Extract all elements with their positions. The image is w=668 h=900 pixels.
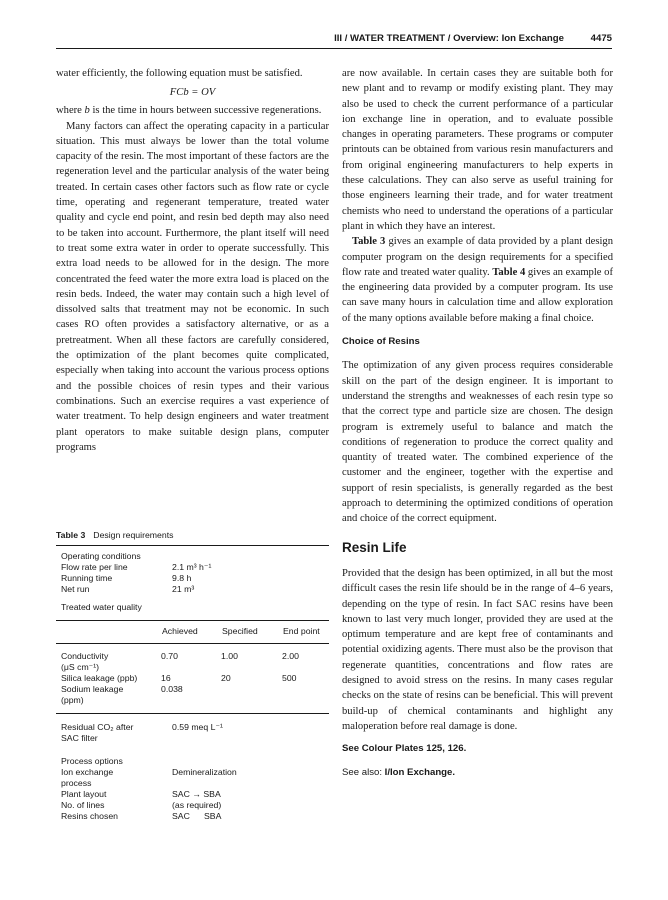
- see-also: [342, 765, 613, 780]
- row-label-resins: Resins chosen: [61, 811, 118, 821]
- see-also-label: See also:: [342, 767, 385, 779]
- row-label-running-time: Running time: [61, 573, 113, 583]
- cell-silica-specified: 20: [221, 673, 231, 683]
- table-title: Design requirements: [93, 530, 174, 540]
- row-label-conductivity: Conductivity: [61, 651, 109, 661]
- cell-ion-exchange: Demineralization: [172, 767, 237, 777]
- page-number: 4475: [590, 33, 612, 44]
- paragraph-optimization: The optimization of any given process requires considerable skill on the part of the design engineer. It is important to understand the strengths and weaknesses of each resin type so that the correct type and particle size are chosen. The design program is extremely useful to balance and match the conditions of regeneration to produce the correct quality and quantity of treated water. The combined experience of the customer and the engineer, together with the expertise and support of resin specialists, is generally regarded as the best approach to determining the optimized conditions of operation and choice of the correct equipment.: [342, 360, 613, 525]
- row-label-sac-filter: SAC filter: [61, 733, 98, 743]
- cell-net-run: 21 m³: [172, 584, 195, 594]
- section-operating-conditions: Operating conditions: [61, 551, 141, 561]
- left-column: [56, 66, 329, 455]
- cell-running-time: 9.8 h: [172, 573, 192, 583]
- tables-text-a: gives an example of data provided by a plant design computer program on the design requirements for a specified flow rate and treated water quality.: [342, 236, 613, 278]
- cell-residual-co2: 0.59 meq L⁻¹: [172, 722, 223, 732]
- where-text: where: [56, 105, 85, 117]
- see-colour-plates[interactable]: See Colour Plates 125, 126.: [342, 743, 467, 755]
- row-unit-conductivity: (μS cm⁻¹): [61, 662, 100, 672]
- see-also-link[interactable]: I/Ion Exchange.: [384, 767, 456, 779]
- cell-conductivity-specified: 1.00: [221, 651, 238, 661]
- row-label-flow-rate: Flow rate per line: [61, 562, 128, 572]
- cell-plant-layout: SAC → SBA: [172, 789, 221, 799]
- right-column: [342, 66, 613, 781]
- paragraph-where: [56, 103, 329, 118]
- row-unit-sodium: (ppm): [61, 695, 84, 705]
- table-rule: [56, 713, 329, 714]
- row-label-plant-layout: Plant layout: [61, 789, 107, 799]
- table-rule: [56, 643, 329, 644]
- row-label-net-run: Net run: [61, 584, 90, 594]
- where-text-end: is the time in hours between successive regenerations.: [89, 105, 322, 117]
- row-label-silica: Silica leakage (ppb): [61, 673, 138, 683]
- paragraph-factors: Many factors can affect the operating capacity in a particular situation. This must always be lower than the total volume capacity of the resin. The most important of these factors are the regeneration level and the particular analysis of the water being treated. In certain cases other factors such as flow rate or cycle time, operating and regenerant temperature, treated water quality and cycle end point, and resin bed depth may also need to be taken into account. Furthermore, the plant itself will need to treat some extra water in order to operate successfully. This extra load needs to be allowed for in the design. The more concentrated the feed water the more extra load is placed on the resin beds. Indeed, the water may contain such a high level of dissolved salts that treatment may not be economic. In such cases RO often provides a satisfactory alternative, or as a pretreatment. When all these factors are carefully considered, the optimization of the plant becomes quite complicated, especially when taking into account the various process options and the possible choices of resin types and their various combinations. Such an exercise requires a vast experience of water treatment. To help design engineers and water treatment plant operators to make suitable design plans, computer programs: [56, 120, 329, 453]
- paragraph-resin-life: Provided that the design has been optimized, in all but the most difficult cases the resin life should be in the range of 4–6 years, depending on the type of resin. In fact SAC resins have been known to last very much longer, provided they are used at the optimum temperature and are kept free of contaminants and potential oxidizing agents. There must also be the provison that regenerate quantities, concentrations and flow rates are designed to avoid stress on the resins. In many cases regular checks on the state of resins can be beneficial. This will prevent build-up of chemical contaminants and highlight any maloperation before real damage is done.: [342, 567, 613, 732]
- table-top-rule: [56, 545, 329, 546]
- tables-text-b: gives an example of the engineering data provided by a computer program. Its use can save many hours in calculation time and allow exploration of the many options available before making a final choice.: [342, 266, 613, 324]
- section-treated-water-quality: Treated water quality: [61, 602, 142, 612]
- equation: FCb = OV: [169, 87, 216, 99]
- header-rule: [56, 48, 612, 49]
- col-header-end-point: End point: [283, 626, 320, 636]
- cell-conductivity-achieved: 0.70: [161, 651, 178, 661]
- table4-ref[interactable]: Table 4: [492, 266, 526, 278]
- cell-resins-sac: SAC: [172, 811, 190, 821]
- heading-resin-life: Resin Life: [342, 539, 407, 555]
- col-header-achieved: Achieved: [162, 626, 198, 636]
- row-label-ion-exchange: Ion exchange: [61, 767, 114, 777]
- table3-ref[interactable]: Table 3: [352, 236, 386, 248]
- paragraph-intro: water efficiently, the following equation must be satisfied.: [56, 68, 303, 79]
- cell-flow-rate: 2.1 m³ h⁻¹: [172, 562, 212, 572]
- cell-conductivity-end-point: 2.00: [282, 651, 299, 661]
- variable-b: b: [84, 105, 90, 117]
- col-header-specified: Specified: [222, 626, 258, 636]
- running-header: [0, 33, 668, 47]
- paragraph-tables: [342, 234, 613, 326]
- table-rule: [56, 620, 329, 621]
- cell-sodium-achieved: 0.038: [161, 684, 183, 694]
- cell-lines: (as required): [172, 800, 222, 810]
- row-label-residual-co2: Residual CO₂ after: [61, 722, 134, 732]
- paragraph-programs: are now available. In certain cases they are suitable both for new plant and to revamp or modify existing plant. They may also be used to check the current performance of a particular ion exchange line in operation, and to evaluate possible changes in operating parameters. These programs or computer printouts can be obtained from various resin manufacturers and from original engineering manufacturers to help experts in these calculations. They can also serve as useful training for those engineers learning their trade, and for water treatment chemists who need to understand the operations of a particular plant in which they have an interest.: [342, 68, 613, 232]
- table-label: Table 3: [56, 530, 86, 540]
- table-caption: [56, 530, 173, 540]
- section-process-options: Process options: [61, 756, 123, 766]
- running-title: III / WATER TREATMENT / Overview: Ion Exchange: [334, 33, 564, 44]
- heading-choice-of-resins: Choice of Resins: [342, 336, 420, 348]
- cell-resins-sba: SBA: [204, 811, 222, 821]
- cell-silica-achieved: 16: [161, 673, 171, 683]
- row-label-process: process: [61, 778, 92, 788]
- cell-silica-end-point: 500: [282, 673, 297, 683]
- row-label-lines: No. of lines: [61, 800, 105, 810]
- row-label-sodium: Sodium leakage: [61, 684, 124, 694]
